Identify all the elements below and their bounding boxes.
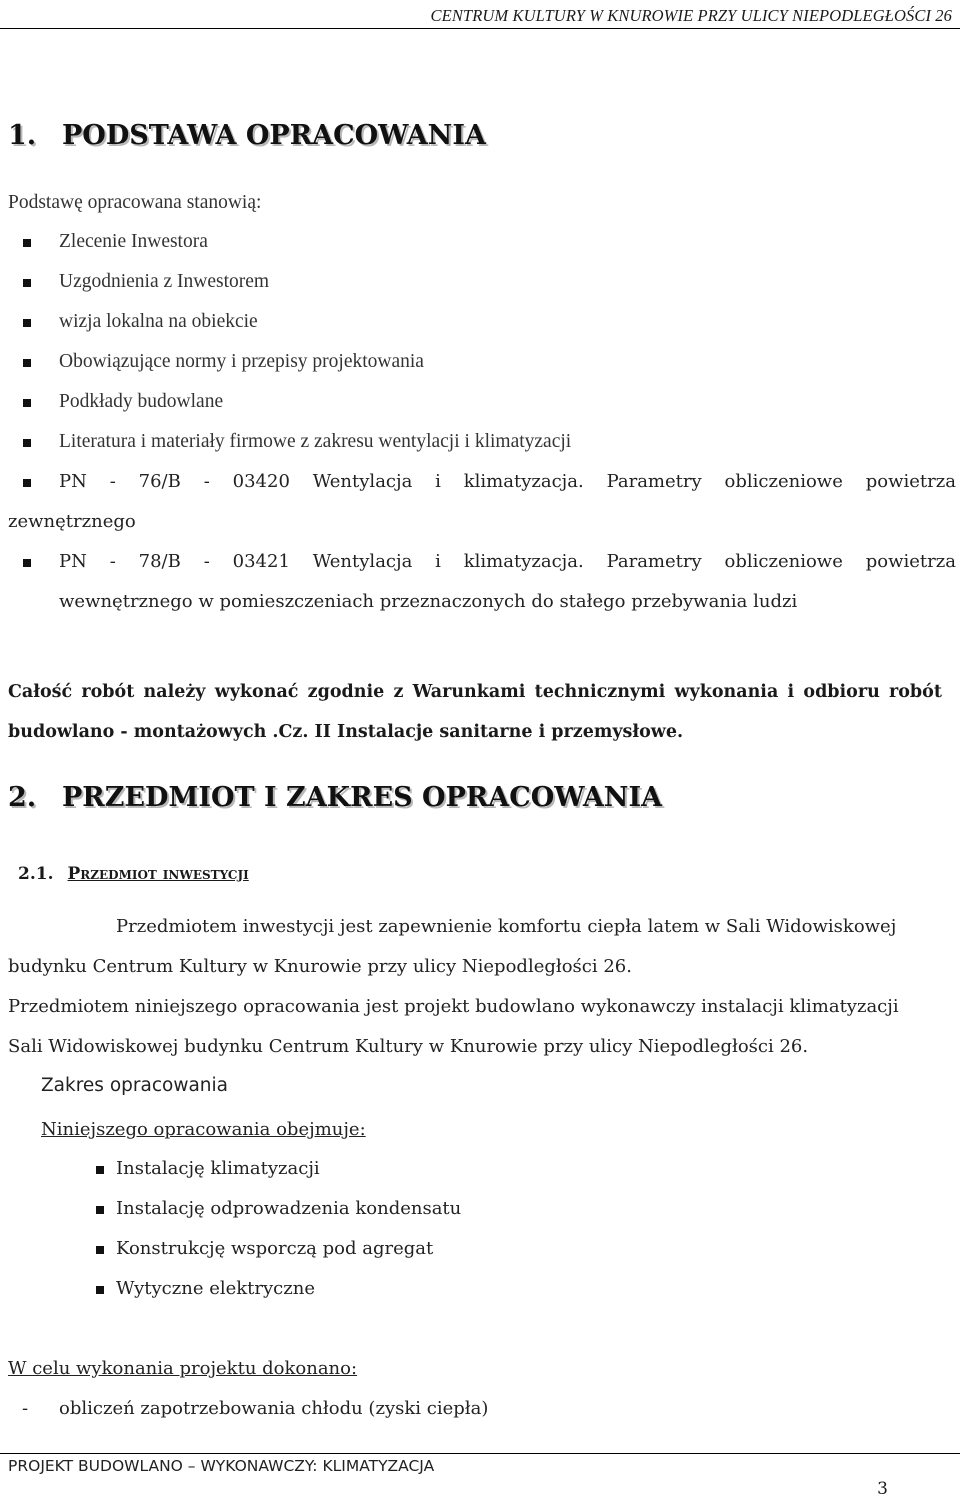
word: 03420 (232, 471, 290, 492)
word: wykonania (674, 682, 779, 702)
word: odbioru (803, 682, 880, 702)
footer-project-label: PROJEKT BUDOWLANO – WYKONAWCZY: KLIMATYZACJA (8, 1457, 435, 1475)
investment-para-line-2: budynku Centrum Kultury w Knurowie przy ulicy Niepodległości 26. (8, 956, 632, 977)
norm-1-line (59, 471, 956, 492)
square-bullet-icon (96, 1246, 104, 1254)
word: obliczeniowe (724, 551, 843, 572)
section-2-heading (8, 782, 662, 813)
requirements-line-2: budowlano - montażowych .Cz. II Instalacje sanitarne i przemysłowe. (8, 722, 684, 742)
word: PN (59, 471, 87, 492)
done-heading: W celu wykonania projektu dokonano: (8, 1358, 358, 1379)
word: z (393, 682, 404, 702)
requirements-line-1 (8, 682, 942, 702)
word: PN (59, 551, 87, 572)
word: - (109, 551, 116, 572)
scope-para-line-2: Sali Widowiskowej budynku Centrum Kultury w Knurowie przy ulicy Niepodległości 26. (8, 1036, 809, 1057)
square-bullet-icon (23, 279, 31, 287)
word: Wentylacja (312, 471, 413, 492)
running-header: CENTRUM KULTURY W KNUROWIE PRZY ULICY NIEPODLEGŁOŚCI 26 (430, 6, 952, 25)
word: 03421 (232, 551, 290, 572)
dash-bullet: - (22, 1398, 29, 1419)
square-bullet-icon (23, 479, 31, 487)
square-bullet-icon (96, 1286, 104, 1294)
section-1-title: PODSTAWA OPRACOWANIA (62, 120, 486, 151)
word: - (109, 471, 116, 492)
word: technicznymi (534, 682, 666, 702)
word: klimatyzacja. (463, 471, 584, 492)
word: i (787, 682, 795, 702)
word: robót (81, 682, 135, 702)
subsection-number: 2.1. (18, 864, 54, 884)
word: powietrza (865, 471, 956, 492)
section-2-number: 2. (8, 782, 37, 813)
square-bullet-icon (23, 239, 31, 247)
square-bullet-icon (96, 1206, 104, 1214)
square-bullet-icon (23, 359, 31, 367)
word: należy (143, 682, 206, 702)
norm-1-continuation: zewnętrznego (8, 511, 136, 532)
word: - (203, 471, 210, 492)
word: klimatyzacja. (463, 551, 584, 572)
square-bullet-icon (23, 559, 31, 567)
header-divider (0, 28, 960, 29)
square-bullet-icon (96, 1166, 104, 1174)
word: Warunkami (412, 682, 526, 702)
word: i (435, 471, 441, 492)
subsection-2-1-heading (18, 864, 249, 884)
word: 76/B (138, 471, 181, 492)
scope-para-line-1: Przedmiotem niniejszego opracowania jest projekt budowlano wykonawczy instalacji klimatyzacji (8, 996, 899, 1017)
word: i (435, 551, 441, 572)
square-bullet-icon (23, 319, 31, 327)
page-number: 3 (877, 1479, 888, 1499)
section-1-number: 1. (8, 120, 37, 151)
word: wykonać (214, 682, 299, 702)
word: Parametry (606, 471, 702, 492)
basis-intro: Podstawę opracowana stanowią: (8, 192, 262, 213)
word: - (203, 551, 210, 572)
word: Parametry (606, 551, 702, 572)
square-bullet-icon (23, 439, 31, 447)
word: Całość (8, 682, 73, 702)
subsection-title: Przedmiot inwestycji (67, 864, 249, 884)
section-2-title: PRZEDMIOT I ZAKRES OPRACOWANIA (62, 782, 663, 813)
footer-divider (0, 1453, 960, 1454)
word: obliczeniowe (724, 471, 843, 492)
section-1-heading (8, 120, 486, 151)
scope-intro: Niniejszego opracowania obejmuje: (41, 1119, 366, 1140)
word: robót (889, 682, 942, 702)
word: zgodnie (307, 682, 385, 702)
investment-para-line-1: Przedmiotem inwestycji jest zapewnienie komfortu ciepła latem w Sali Widowiskowej (116, 916, 897, 937)
square-bullet-icon (23, 399, 31, 407)
word: Wentylacja (312, 551, 413, 572)
document-page: CENTRUM KULTURY W KNUROWIE PRZY ULICY NIEPODLEGŁOŚCI 26 1. PODSTAWA OPRACOWANIA Podstawę opracowana stanowią: Zlecenie Inwestora Uzgodnienia z Inwestorem wizja lokalna na obiekcie Obowiązujące normy i przepisy projektowania Podkłady budowlane Literatura i materiały firmowe z zakresu wentylacji i klimatyzacji PN - 76/B - 03420 Wentylacja i klimatyzacja. Parametry obliczeniowe powietrza zewnętrznego PN - 78/B - 03421 Wentylacja i klimatyzacja. Parametry obliczeniowe powietrza wewnętrznego w pomieszczeniach przeznaczonych do stałego przebywania ludzi Całość robót należy wykonać zgodnie z Warunkami technicznymi wykonania i odbioru robót budowlano - montażowych .Cz. II Instalacje sanitarne i przemysłowe. 2. PRZEDMIOT I ZAKRES OPRACOWANIA 2.1. Przedmiot inwestycji Przedmiotem inwestycji jest zapewnienie komfortu ciepła latem w Sali Widowiskowej budynku Centrum Kultury w Knurowie przy ulicy Niepodległości 26. Przedmiotem niniejszego opracowania jest projekt budowlano wykonawczy instalacji klimatyzacji Sali Widowiskowej budynku Centrum Kultury w Knurowie przy ulicy Niepodległości 26. Zakres opracowania Niniejszego opracowania obejmuje: Instalację klimatyzacji Instalację odprowadzenia kondensatu Konstrukcję wsporczą pod agregat Wytyczne elektryczne W celu wykonania projektu dokonano: - obliczeń zapotrzebowania chłodu (zyski ciepła) PROJEKT BUDOWLANO – WYKONAWCZY: KLIMATYZACJA 3 (0, 0, 960, 1498)
norm-2-continuation: wewnętrznego w pomieszczeniach przeznaczonych do stałego przebywania ludzi (59, 591, 798, 612)
norm-2-line (59, 551, 956, 572)
word: powietrza (865, 551, 956, 572)
word: 78/B (138, 551, 181, 572)
scope-heading: Zakres opracowania (41, 1075, 228, 1096)
